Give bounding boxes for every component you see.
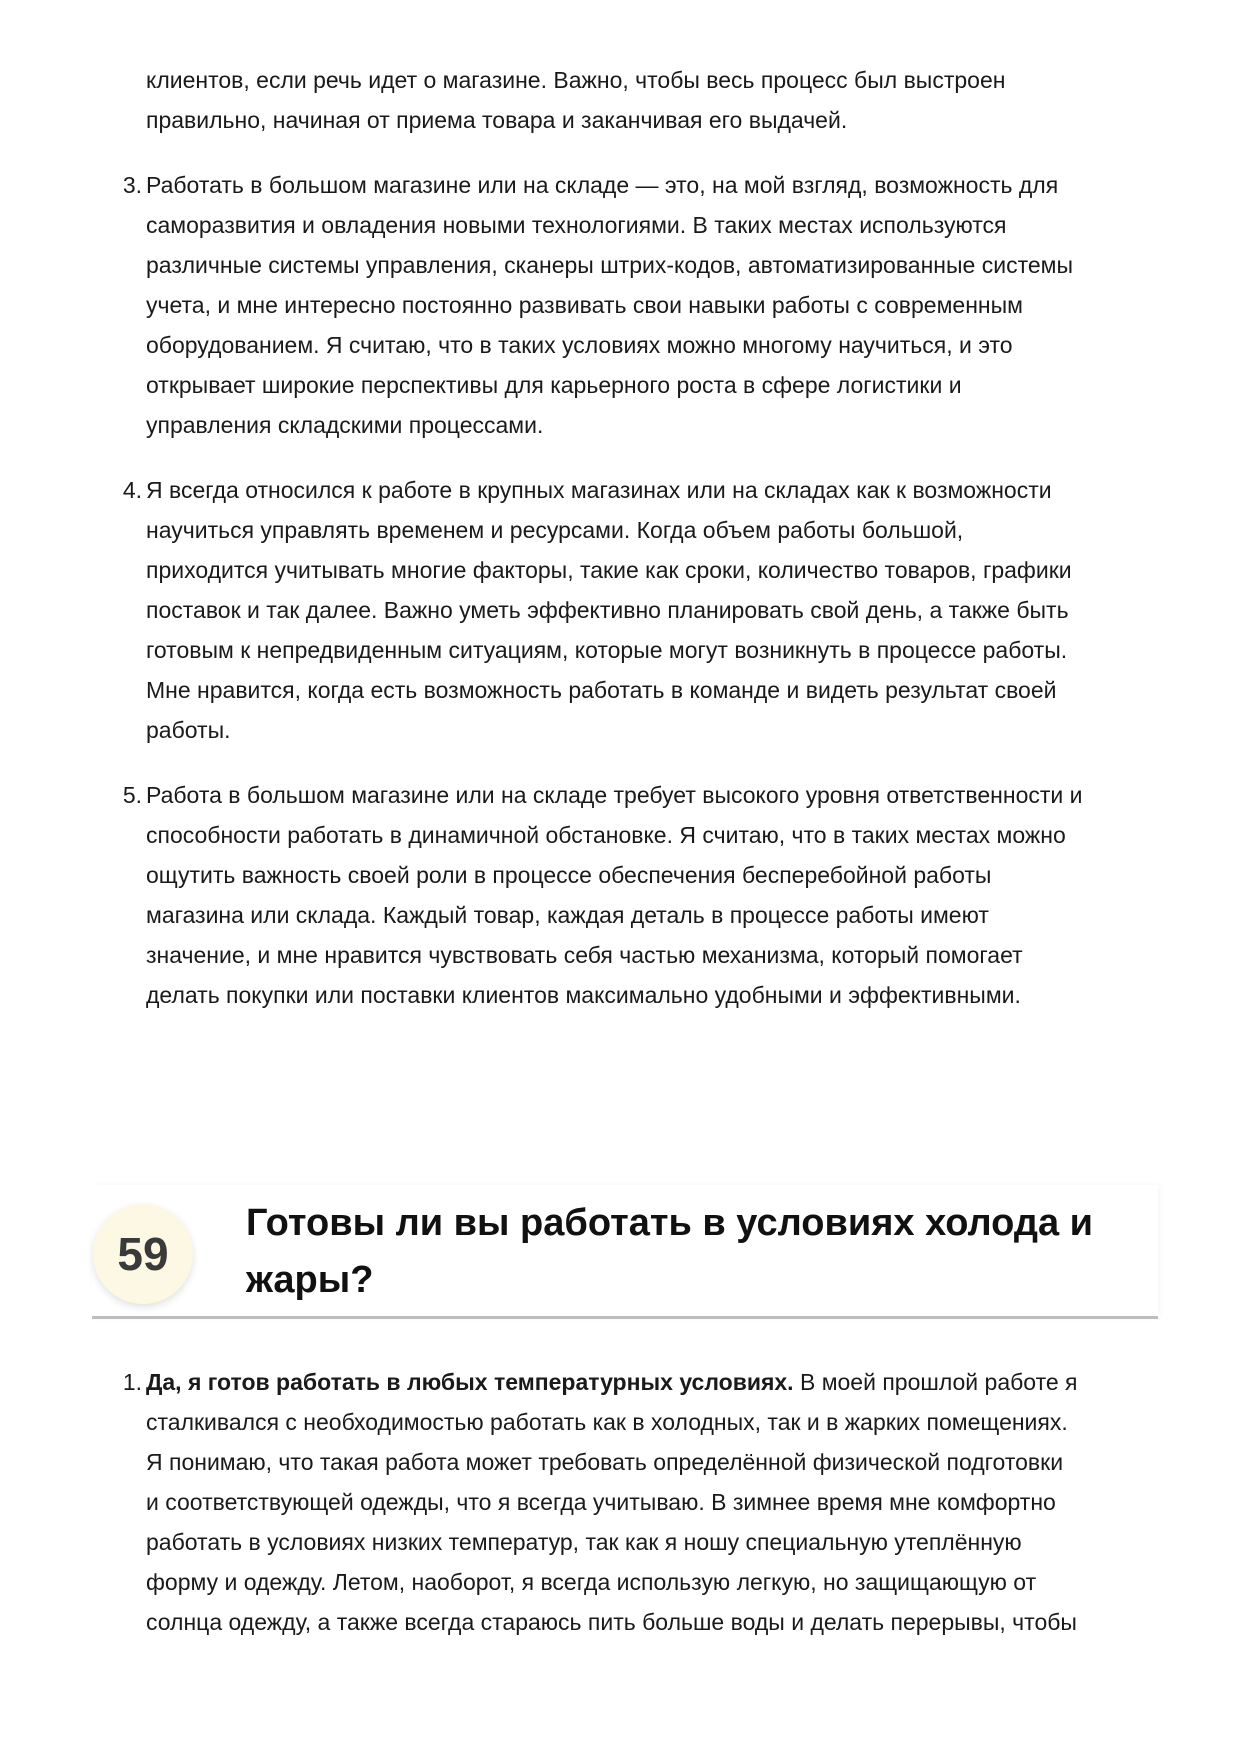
text-line: форму и одежду. Летом, наоборот, я всегда использую легкую, но защищающую от: [146, 1569, 1037, 1595]
text-line: солнца одежду, а также всегда стараюсь пить больше воды и делать перерывы, чтобы: [146, 1609, 1077, 1635]
text-line: клиентов, если речь идет о магазине. Важно, чтобы весь процесс был выстроен: [146, 67, 1006, 93]
list-item: [0, 470, 1239, 750]
text-line: правильно, начиная от приема товара и заканчивая его выдачей.: [146, 107, 848, 133]
text-fragment: В моей прошлой работе я: [793, 1369, 1078, 1395]
text-line: Работать в большом магазине или на складе — это, на мой взгляд, возможность для: [146, 172, 1059, 198]
text-line: способности работать в динамичной обстановке. Я считаю, что в таких местах можно: [146, 822, 1066, 848]
answer-list-previous: [0, 60, 1239, 1040]
text-line: различные системы управления, сканеры штрих-кодов, автоматизированные системы: [146, 252, 1073, 278]
question-title-line: Готовы ли вы работать в условиях холода и: [246, 1202, 1094, 1244]
text-line: готовым к непредвиденным ситуациям, которые могут возникнуть в процессе работы.: [146, 637, 1068, 663]
list-item: [0, 60, 1239, 140]
text-line: управления складскими процессами.: [146, 412, 544, 438]
text-line: [0, 1362, 1239, 1402]
list-item: [0, 775, 1239, 1015]
text-line: и соответствующей одежды, что я всегда учитываю. В зимнее время мне комфортно: [146, 1489, 1056, 1515]
list-item: [0, 1362, 1239, 1642]
question-number: 59: [117, 1228, 169, 1280]
question-number-badge: [93, 1204, 193, 1304]
text-line: саморазвития и овладения новыми технологиями. В таких местах используются: [146, 212, 1007, 238]
divider: [92, 1316, 1158, 1319]
list-item-number: 5.: [122, 782, 142, 808]
list-item-number: 4.: [122, 477, 142, 503]
text-line: открывает широкие перспективы для карьерного роста в сфере логистики и: [146, 372, 962, 398]
question-title: [246, 1195, 1093, 1309]
bold-lead: Да, я готов работать в любых температурных условиях.: [146, 1369, 794, 1395]
text-line: приходится учитывать многие факторы, такие как сроки, количество товаров, графики: [146, 557, 1072, 583]
text-line: поставок и так далее. Важно уметь эффективно планировать свой день, а также быть: [146, 597, 1069, 623]
text-line: магазина или склада. Каждый товар, каждая деталь в процессе работы имеют: [146, 902, 989, 928]
text-line: Я понимаю, что такая работа может требовать определённой физической подготовки: [146, 1449, 1064, 1475]
text-line: Мне нравится, когда есть возможность работать в команде и видеть результат своей: [146, 677, 1057, 703]
text-line: работы.: [146, 717, 231, 743]
list-item: [0, 165, 1239, 445]
text-line: значение, и мне нравится чувствовать себя частью механизма, который помогает: [146, 942, 1023, 968]
text-line: ощутить важность своей роли в процессе обеспечения бесперебойной работы: [146, 862, 992, 888]
answer-list: [0, 1362, 1239, 1667]
text-line: учета, и мне интересно постоянно развивать свои навыки работы с современным: [146, 292, 1023, 318]
text-line: работать в условиях низких температур, так как я ношу специальную утеплённую: [146, 1529, 1022, 1555]
text-line: Я всегда относился к работе в крупных магазинах или на складах как к возможности: [146, 477, 1052, 503]
list-item-number: 3.: [122, 172, 142, 198]
text-line: Работа в большом магазине или на складе требует высокого уровня ответственности и: [146, 782, 1083, 808]
list-item-number: 1.: [122, 1369, 142, 1395]
text-line: оборудованием. Я считаю, что в таких условиях можно многому научиться, и это: [146, 332, 1013, 358]
text-line: научиться управлять временем и ресурсами. Когда объем работы большой,: [146, 517, 964, 543]
text-line: делать покупки или поставки клиентов максимально удобными и эффективными.: [146, 982, 1021, 1008]
text-line: сталкивался с необходимостью работать как в холодных, так и в жарких помещениях.: [146, 1409, 1068, 1435]
question-title-line: жары?: [246, 1259, 374, 1301]
